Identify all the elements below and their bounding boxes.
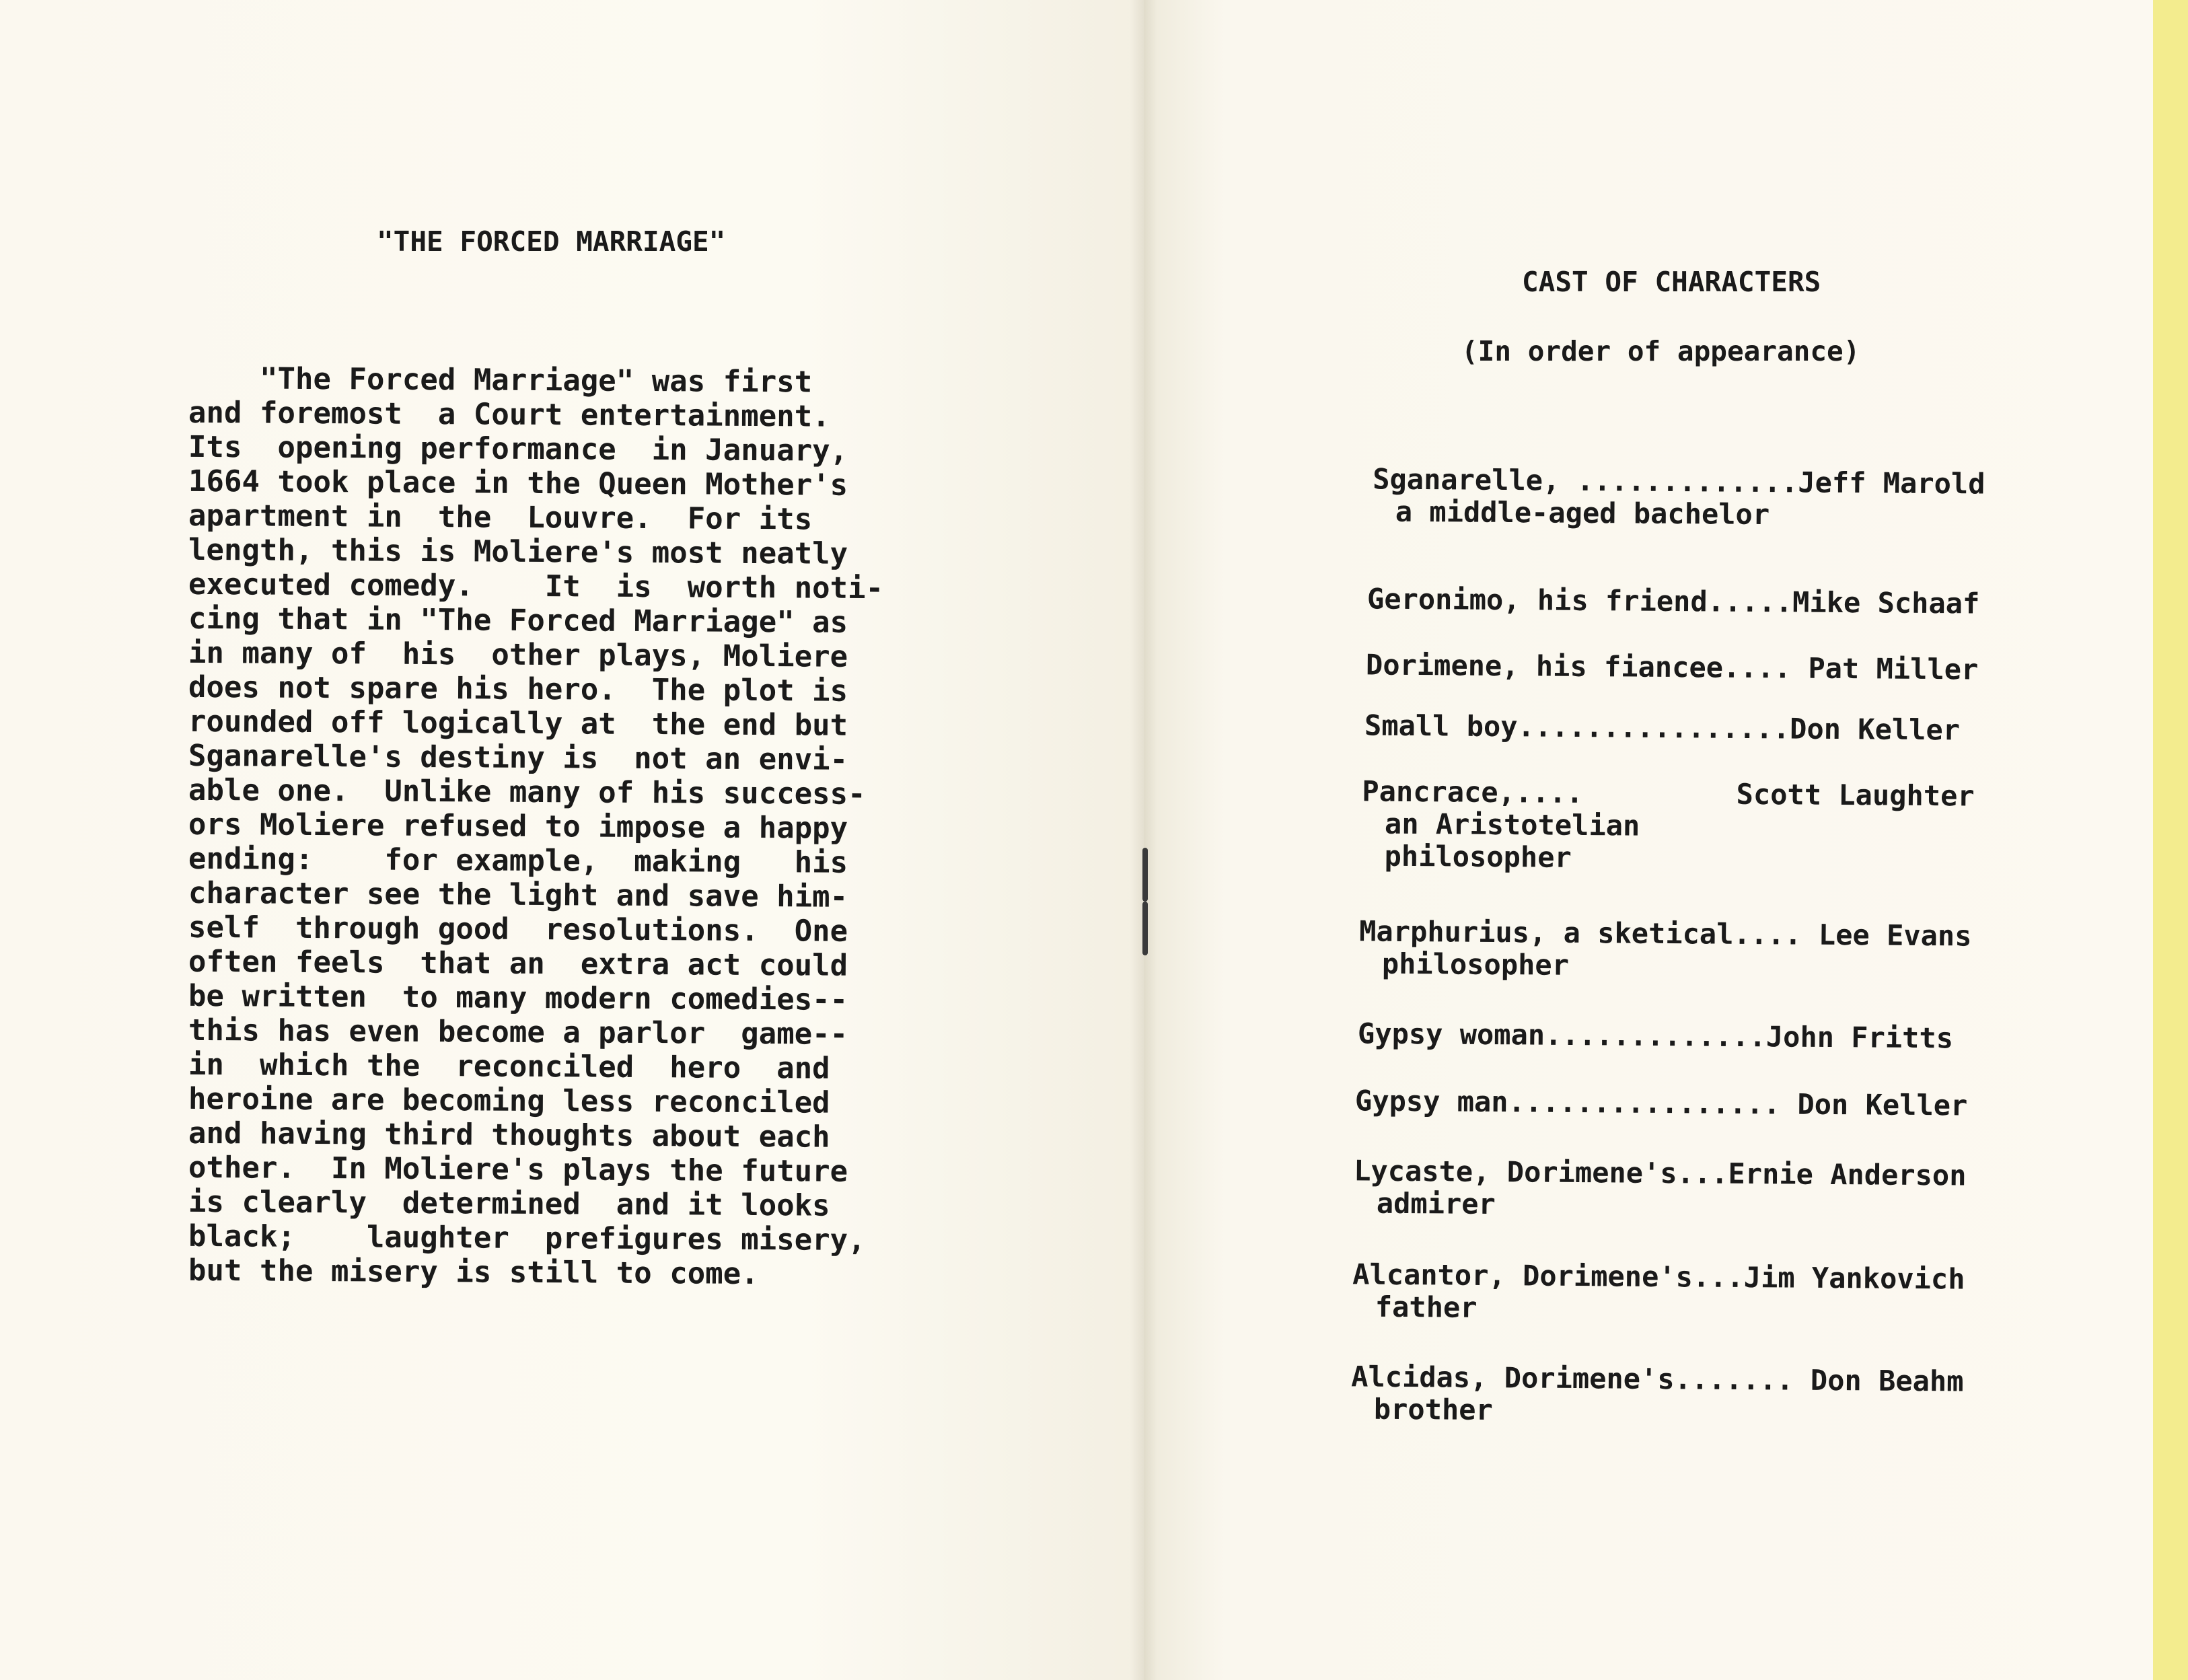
- cast-entry: [1364, 710, 1960, 747]
- cast-entry-main: [1364, 710, 1960, 747]
- cast-role-description: a middle-aged bachelor: [1395, 495, 1770, 532]
- cast-actor: Pat Miller: [1808, 651, 1979, 686]
- synopsis-line: ors Moliere refused to impose a happy: [188, 807, 848, 846]
- cast-entry-main: [1358, 1018, 1953, 1055]
- cast-entry: [1358, 1018, 1953, 1055]
- synopsis-line: ending: for example, making his: [188, 841, 848, 880]
- cast-entry: [1352, 1258, 1965, 1327]
- page-title: "THE FORCED MARRIAGE": [377, 225, 726, 258]
- cast-actor: Ernie Anderson: [1728, 1157, 1967, 1192]
- cast-entry-main: [1354, 1155, 1967, 1192]
- synopsis-line: "The Forced Marriage" was first: [188, 361, 813, 400]
- synopsis-line: does not spare his hero. The plot is: [188, 669, 848, 708]
- cast-role: Gypsy woman.............: [1357, 1017, 1767, 1054]
- cast-entry-main: [1366, 649, 1979, 686]
- cast-actor: John Fritts: [1765, 1020, 1954, 1055]
- cast-actor: Mike Schaaf: [1792, 585, 1980, 620]
- cast-role-description: brother: [1373, 1392, 1494, 1427]
- cast-role-description: admirer: [1376, 1186, 1496, 1221]
- cast-role: Gypsy man................: [1354, 1084, 1798, 1121]
- cast-entry: [1351, 1360, 1964, 1430]
- cast-role: Lycaste, Dorimene's...: [1354, 1154, 1728, 1190]
- cast-entry: [1366, 649, 1979, 686]
- synopsis-line: and foremost a Court entertainment.: [188, 395, 830, 434]
- synopsis-line: able one. Unlike many of his success-: [188, 772, 866, 811]
- cast-entry: [1354, 1155, 1967, 1224]
- cast-entry-main: [1367, 583, 1980, 620]
- synopsis-line: often feels that an extra act could: [188, 944, 848, 983]
- cast-role-description: philosopher: [1384, 839, 1572, 874]
- cast-entry: [1361, 775, 1974, 877]
- synopsis-line: rounded off logically at the end but: [188, 704, 848, 743]
- cast-title: CAST OF CHARACTERS: [1522, 266, 1821, 298]
- synopsis-line: length, this is Moliere's most neatly: [188, 532, 848, 571]
- synopsis-line: in many of his other plays, Moliere: [188, 635, 848, 674]
- cast-subtitle: (In order of appearance): [1461, 335, 1860, 367]
- synopsis-line: in which the reconciled hero and: [188, 1047, 830, 1086]
- synopsis-line: executed comedy. It is worth noti-: [188, 567, 884, 606]
- cast-entry-main: [1373, 463, 1985, 500]
- cast-entry: [1355, 1085, 1968, 1122]
- cast-role: Alcantor, Dorimene's...: [1352, 1257, 1744, 1294]
- cast-role-description: father: [1375, 1290, 1478, 1324]
- cast-role: Pancrace,....: [1362, 774, 1737, 811]
- cast-role: Geronimo, his friend.....: [1366, 582, 1793, 619]
- cast-entry-main: [1352, 1258, 1965, 1295]
- synopsis-line: other. In Moliere's plays the future: [188, 1150, 848, 1189]
- cast-role: Dorimene, his fiancee....: [1365, 648, 1809, 685]
- synopsis-line: 1664 took place in the Queen Mother's: [188, 464, 848, 503]
- synopsis-line: this has even become a parlor game--: [188, 1013, 848, 1052]
- synopsis-line: and having third thoughts about each: [188, 1116, 830, 1155]
- synopsis-line: Sganarelle's destiny is not an envi-: [188, 738, 848, 777]
- cast-role: Sganarelle, .............: [1373, 462, 1798, 499]
- cast-role: Alcidas, Dorimene's.......: [1351, 1360, 1811, 1397]
- synopsis-line: be written to many modern comedies--: [188, 978, 848, 1017]
- cast-actor: Don Keller: [1797, 1087, 1968, 1122]
- cast-entry: [1373, 463, 1985, 532]
- cast-entry-main: [1351, 1360, 1964, 1397]
- cast-role-description: philosopher: [1381, 947, 1570, 982]
- synopsis-line: but the misery is still to come.: [188, 1253, 759, 1292]
- cast-actor: Lee Evans: [1818, 918, 1972, 953]
- cast-entry-main: [1359, 915, 1972, 952]
- synopsis-line: Its opening performance in January,: [188, 429, 848, 468]
- synopsis-line: apartment in the Louvre. For its: [188, 498, 813, 537]
- cast-role: Small boy................: [1364, 708, 1790, 745]
- synopsis-line: character see the light and save him-: [188, 875, 848, 914]
- cast-actor: Jeff Marold: [1798, 466, 1985, 501]
- cast-actor: Jim Yankovich: [1743, 1260, 1965, 1296]
- synopsis-line: is clearly determined and it looks: [188, 1184, 830, 1223]
- cast-actor: Scott Laughter: [1736, 777, 1975, 813]
- synopsis-line: black; laughter prefigures misery,: [188, 1218, 866, 1257]
- cast-entry: [1359, 915, 1972, 984]
- cast-role-description: an Aristotelian: [1384, 807, 1640, 842]
- cast-role: Marphurius, a sketical....: [1359, 914, 1819, 951]
- synopsis-line: cing that in "The Forced Marriage" as: [188, 601, 848, 640]
- cast-entry-main: [1362, 775, 1975, 812]
- cast-entry-main: [1355, 1085, 1968, 1122]
- cast-entry: [1367, 583, 1980, 620]
- synopsis-line: self through good resolutions. One: [188, 910, 848, 949]
- cast-actor: Don Keller: [1789, 712, 1961, 747]
- cast-actor: Don Beahm: [1810, 1363, 1964, 1398]
- synopsis-line: heroine are becoming less reconciled: [188, 1081, 830, 1120]
